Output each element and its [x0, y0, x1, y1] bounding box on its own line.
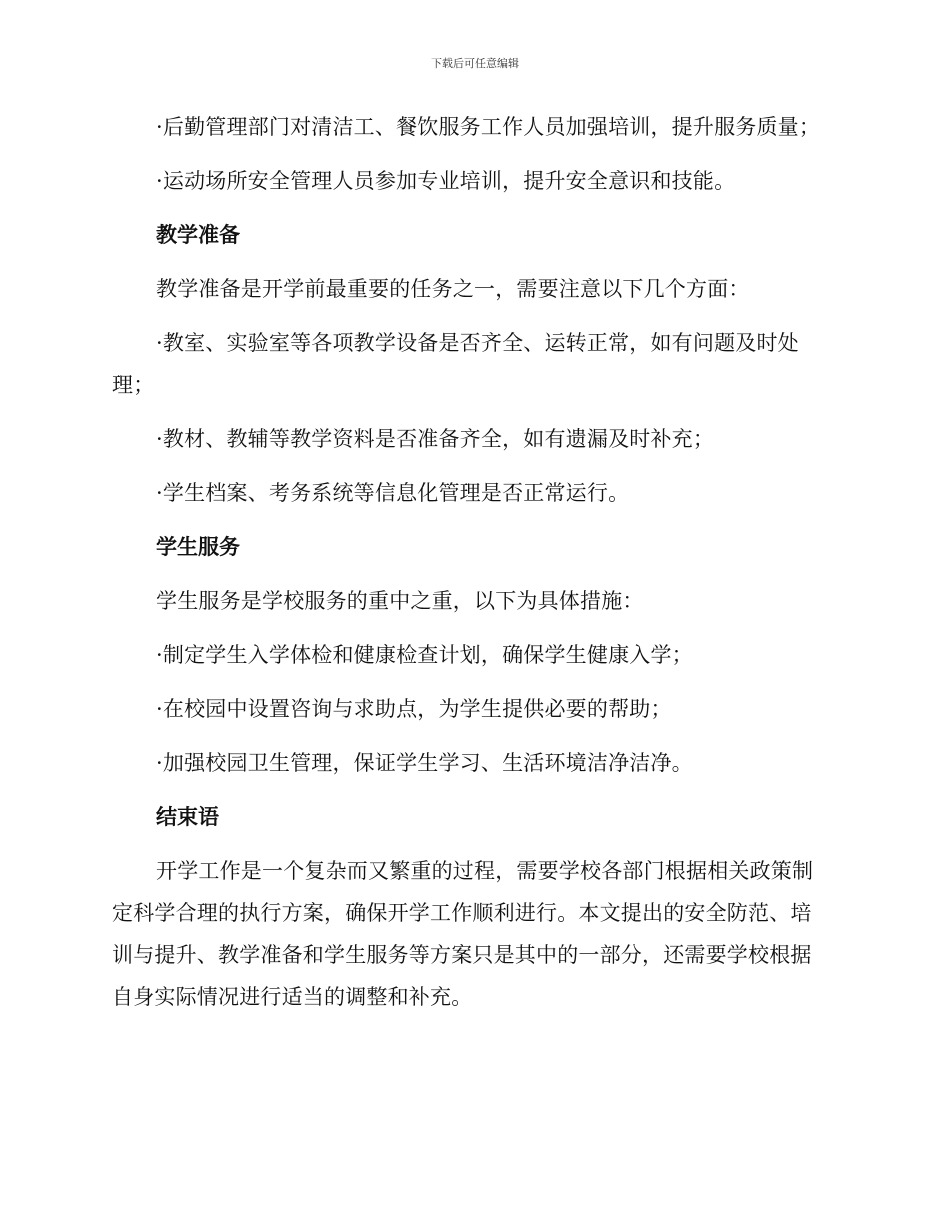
section-heading: 学生服务 [156, 535, 240, 559]
section-heading: 结束语 [156, 805, 219, 829]
bullet-item: ·运动场所安全管理人员参加专业培训，提升安全意识和技能。 [156, 169, 736, 193]
bullet-item: ·加强校园卫生管理，保证学生学习、生活环境洁净洁净。 [156, 751, 693, 775]
bullet-item: ·在校园中设置咨询与求助点，为学生提供必要的帮助； [156, 697, 672, 721]
page-header: 下载后可任意编辑 [431, 57, 519, 70]
section-heading: 教学准备 [156, 223, 240, 247]
page-content [112, 106, 832, 1030]
bullet-item: ·教室、实验室等各项教学设备是否齐全、运转正常，如有问题及时处理； [112, 331, 799, 397]
paragraph: 开学工作是一个复杂而又繁重的过程，需要学校各部门根据相关政策制定科学合理的执行方案，确保开学工作顺利进行。本文提出的安全防范、培训与提升、教学准备和学生服务等方案只是其中的一部分，还需要学校根据自身实际情况进行适当的调整和补充。 [112, 859, 814, 1009]
paragraph: 学生服务是学校服务的重中之重，以下为具体措施： [156, 589, 644, 613]
bullet-item: ·教材、教辅等教学资料是否准备齐全，如有遗漏及时补充； [156, 427, 715, 451]
bullet-item: ·学生档案、考务系统等信息化管理是否正常运行。 [156, 481, 630, 505]
bullet-item: ·制定学生入学体检和健康检查计划，确保学生健康入学； [156, 643, 693, 667]
bullet-item: ·后勤管理部门对清洁工、餐饮服务工作人员加强培训，提升服务质量； [156, 115, 821, 139]
paragraph: 教学准备是开学前最重要的任务之一，需要注意以下几个方面： [156, 277, 750, 301]
